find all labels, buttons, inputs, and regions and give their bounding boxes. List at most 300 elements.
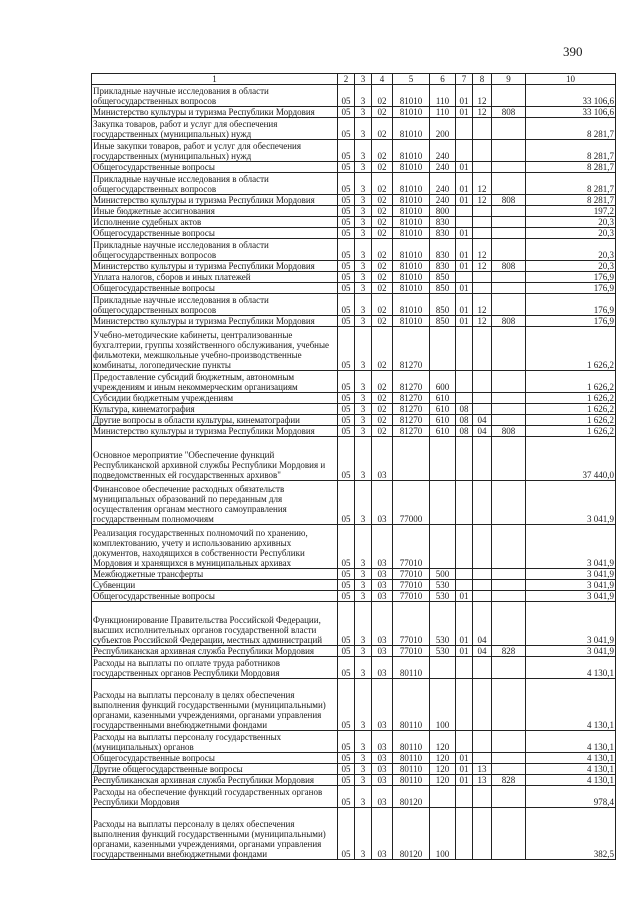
table-row: [92, 404, 616, 415]
cell-code-8: 12: [473, 173, 492, 195]
cell-code-4: 02: [372, 261, 393, 272]
cell-code-9: [492, 294, 526, 316]
row-amount: 3 041,9: [526, 569, 616, 580]
cell-code-2: 05: [338, 437, 355, 481]
row-amount: 4 130,1: [526, 731, 616, 753]
cell-code-7: 01: [456, 316, 473, 327]
cell-code-8: [473, 118, 492, 140]
cell-code-4: 02: [372, 316, 393, 327]
cell-code-9: 828: [492, 646, 526, 657]
cell-code-8: 12: [473, 294, 492, 316]
row-amount: 3 041,9: [526, 646, 616, 657]
row-name: Реализация государственных полномочий по хранению, комплектованию, учету и использованию архивных документов, находящихся в собственности Республики Мордовия и хранящихся в муниципальных архивах: [92, 525, 338, 569]
cell-code-3: 3: [355, 272, 372, 283]
cell-code-3: 3: [355, 393, 372, 404]
cell-code-3: 3: [355, 481, 372, 525]
table-row: [92, 753, 616, 764]
cell-code-8: [473, 657, 492, 679]
cell-code-4: 02: [372, 173, 393, 195]
row-name: Расходы на выплаты персоналу государственных (муниципальных) органов: [92, 731, 338, 753]
table-row: [92, 327, 616, 371]
table-row: [92, 162, 616, 173]
cell-code-2: 05: [338, 327, 355, 371]
cell-code-3: 3: [355, 580, 372, 591]
cell-code-4: 02: [372, 228, 393, 239]
row-name: Республиканская архивная служба Республики Мордовия: [92, 646, 338, 657]
cell-code-5: 81010: [393, 228, 430, 239]
cell-code-6: 610: [430, 393, 456, 404]
row-amount: 8 281,7: [526, 162, 616, 173]
column-header: 5: [393, 74, 430, 85]
cell-code-8: 13: [473, 764, 492, 775]
cell-code-5: 80110: [393, 679, 430, 731]
row-name: Общегосударственные вопросы: [92, 753, 338, 764]
cell-code-7: [456, 580, 473, 591]
cell-code-9: [492, 327, 526, 371]
row-name: Министерство культуры и туризма Республики Мордовия: [92, 195, 338, 206]
row-amount: 978,4: [526, 786, 616, 808]
cell-code-8: [473, 228, 492, 239]
table-row: [92, 602, 616, 646]
cell-code-8: 12: [473, 239, 492, 261]
cell-code-2: 05: [338, 118, 355, 140]
table-row: [92, 481, 616, 525]
table-row: [92, 228, 616, 239]
cell-code-2: 05: [338, 107, 355, 118]
cell-code-8: [473, 217, 492, 228]
cell-code-6: 120: [430, 731, 456, 753]
cell-code-8: [473, 393, 492, 404]
cell-code-2: 05: [338, 764, 355, 775]
row-name: Министерство культуры и туризма Республики Мордовия: [92, 261, 338, 272]
cell-code-7: 01: [456, 162, 473, 173]
cell-code-6: [430, 657, 456, 679]
table-row: [92, 371, 616, 393]
row-amount: 1 626,2: [526, 404, 616, 415]
cell-code-6: 610: [430, 415, 456, 426]
table-row: [92, 294, 616, 316]
cell-code-6: 830: [430, 217, 456, 228]
row-amount: 20,3: [526, 239, 616, 261]
cell-code-7: [456, 140, 473, 162]
cell-code-5: 81010: [393, 261, 430, 272]
cell-code-6: [430, 525, 456, 569]
cell-code-2: 05: [338, 569, 355, 580]
cell-code-4: 03: [372, 679, 393, 731]
cell-code-7: 01: [456, 173, 473, 195]
table-row: [92, 657, 616, 679]
cell-code-5: 81010: [393, 85, 430, 107]
row-amount: 4 130,1: [526, 764, 616, 775]
cell-code-9: [492, 437, 526, 481]
cell-code-3: 3: [355, 118, 372, 140]
cell-code-5: 81270: [393, 426, 430, 437]
cell-code-9: [492, 569, 526, 580]
cell-code-2: 05: [338, 679, 355, 731]
cell-code-4: 03: [372, 437, 393, 481]
cell-code-3: 3: [355, 786, 372, 808]
row-amount: 3 041,9: [526, 602, 616, 646]
cell-code-5: 81010: [393, 206, 430, 217]
row-name: Финансовое обеспечение расходных обязательств муниципальных образований по переданным для осуществления органам местного самоуправления государственным полномочиям: [92, 481, 338, 525]
cell-code-4: 02: [372, 162, 393, 173]
table-row: [92, 426, 616, 437]
cell-code-6: 530: [430, 591, 456, 602]
cell-code-8: 12: [473, 261, 492, 272]
cell-code-2: 05: [338, 602, 355, 646]
row-name: Министерство культуры и туризма Республики Мордовия: [92, 426, 338, 437]
cell-code-5: 80120: [393, 808, 430, 860]
cell-code-8: [473, 481, 492, 525]
table-row: [92, 679, 616, 731]
cell-code-6: 600: [430, 371, 456, 393]
cell-code-3: 3: [355, 228, 372, 239]
cell-code-6: [430, 481, 456, 525]
cell-code-4: 02: [372, 107, 393, 118]
cell-code-8: [473, 283, 492, 294]
cell-code-7: 01: [456, 294, 473, 316]
cell-code-8: [473, 371, 492, 393]
cell-code-9: [492, 731, 526, 753]
cell-code-3: 3: [355, 437, 372, 481]
row-amount: 1 626,2: [526, 327, 616, 371]
cell-code-5: 81270: [393, 327, 430, 371]
row-name: Расходы на выплаты персоналу в целях обеспечения выполнения функций государственными (муниципальными) органами, казенными учреждениями, органами управления государственными внебюджетными фондами: [92, 808, 338, 860]
cell-code-7: [456, 371, 473, 393]
row-name: Прикладные научные исследования в области общегосударственных вопросов: [92, 239, 338, 261]
row-name: Республиканская архивная служба Республики Мордовия: [92, 775, 338, 786]
cell-code-2: 05: [338, 316, 355, 327]
row-amount: 8 281,7: [526, 195, 616, 206]
cell-code-7: 01: [456, 646, 473, 657]
cell-code-9: [492, 602, 526, 646]
cell-code-5: 80110: [393, 731, 430, 753]
cell-code-6: [430, 786, 456, 808]
cell-code-8: 04: [473, 426, 492, 437]
cell-code-5: 81270: [393, 415, 430, 426]
cell-code-9: [492, 85, 526, 107]
cell-code-7: [456, 808, 473, 860]
row-amount: 3 041,9: [526, 525, 616, 569]
cell-code-3: 3: [355, 316, 372, 327]
table-row: [92, 261, 616, 272]
cell-code-5: 81010: [393, 316, 430, 327]
cell-code-7: 01: [456, 764, 473, 775]
cell-code-8: [473, 569, 492, 580]
cell-code-2: 05: [338, 173, 355, 195]
cell-code-8: [473, 808, 492, 860]
cell-code-3: 3: [355, 107, 372, 118]
row-amount: 4 130,1: [526, 753, 616, 764]
cell-code-6: [430, 437, 456, 481]
cell-code-7: 01: [456, 85, 473, 107]
cell-code-7: 01: [456, 239, 473, 261]
cell-code-2: 05: [338, 140, 355, 162]
column-header: 1: [92, 74, 338, 85]
cell-code-6: 530: [430, 580, 456, 591]
cell-code-6: 120: [430, 764, 456, 775]
cell-code-6: 240: [430, 162, 456, 173]
cell-code-9: 808: [492, 426, 526, 437]
row-name: Расходы на выплаты персоналу в целях обеспечения выполнения функций государственными (муниципальными) органами, казенными учреждениями, органами управления государственными внебюджетными фондами: [92, 679, 338, 731]
cell-code-4: 02: [372, 272, 393, 283]
cell-code-4: 03: [372, 481, 393, 525]
row-name: Субвенции: [92, 580, 338, 591]
cell-code-8: 12: [473, 85, 492, 107]
table-row: [92, 118, 616, 140]
row-name: Межбюджетные трансферты: [92, 569, 338, 580]
cell-code-6: 240: [430, 140, 456, 162]
cell-code-9: [492, 118, 526, 140]
cell-code-9: [492, 393, 526, 404]
row-amount: 1 626,2: [526, 393, 616, 404]
cell-code-2: 05: [338, 261, 355, 272]
cell-code-3: 3: [355, 261, 372, 272]
cell-code-3: 3: [355, 371, 372, 393]
cell-code-4: 03: [372, 657, 393, 679]
cell-code-9: [492, 228, 526, 239]
table-row: [92, 775, 616, 786]
column-header: 6: [430, 74, 456, 85]
cell-code-5: 77010: [393, 580, 430, 591]
cell-code-7: 01: [456, 107, 473, 118]
cell-code-2: 05: [338, 195, 355, 206]
cell-code-3: 3: [355, 239, 372, 261]
row-amount: 382,5: [526, 808, 616, 860]
row-name: Прикладные научные исследования в области общегосударственных вопросов: [92, 173, 338, 195]
cell-code-4: 03: [372, 580, 393, 591]
cell-code-9: [492, 173, 526, 195]
table-row: [92, 786, 616, 808]
cell-code-2: 05: [338, 525, 355, 569]
cell-code-9: [492, 140, 526, 162]
cell-code-7: [456, 272, 473, 283]
cell-code-3: 3: [355, 217, 372, 228]
row-amount: 33 106,6: [526, 107, 616, 118]
cell-code-2: 05: [338, 294, 355, 316]
cell-code-4: 02: [372, 426, 393, 437]
cell-code-2: 05: [338, 239, 355, 261]
cell-code-5: 81010: [393, 195, 430, 206]
row-amount: 37 440,0: [526, 437, 616, 481]
table-row: [92, 206, 616, 217]
cell-code-7: 01: [456, 195, 473, 206]
cell-code-5: 81270: [393, 393, 430, 404]
row-name: Субсидии бюджетным учреждениям: [92, 393, 338, 404]
cell-code-9: [492, 217, 526, 228]
cell-code-2: 05: [338, 206, 355, 217]
cell-code-8: [473, 753, 492, 764]
cell-code-6: 500: [430, 569, 456, 580]
cell-code-4: 02: [372, 371, 393, 393]
cell-code-5: 81010: [393, 173, 430, 195]
cell-code-2: 05: [338, 426, 355, 437]
cell-code-9: 808: [492, 107, 526, 118]
cell-code-3: 3: [355, 140, 372, 162]
table-row: [92, 591, 616, 602]
cell-code-5: 81270: [393, 404, 430, 415]
cell-code-7: 08: [456, 404, 473, 415]
cell-code-4: 03: [372, 569, 393, 580]
cell-code-8: 12: [473, 316, 492, 327]
table-row: [92, 525, 616, 569]
cell-code-5: 77000: [393, 481, 430, 525]
cell-code-3: 3: [355, 283, 372, 294]
row-name: Иные бюджетные ассигнования: [92, 206, 338, 217]
cell-code-7: 01: [456, 591, 473, 602]
table-row: [92, 85, 616, 107]
cell-code-6: 830: [430, 261, 456, 272]
cell-code-4: 02: [372, 217, 393, 228]
cell-code-5: 81010: [393, 118, 430, 140]
cell-code-5: 81010: [393, 140, 430, 162]
cell-code-5: 81010: [393, 272, 430, 283]
table-row: [92, 140, 616, 162]
row-name: Прикладные научные исследования в области общегосударственных вопросов: [92, 294, 338, 316]
cell-code-7: 08: [456, 415, 473, 426]
cell-code-3: 3: [355, 775, 372, 786]
cell-code-5: 77010: [393, 591, 430, 602]
cell-code-3: 3: [355, 764, 372, 775]
cell-code-3: 3: [355, 602, 372, 646]
cell-code-3: 3: [355, 657, 372, 679]
column-header: 9: [492, 74, 526, 85]
cell-code-7: 01: [456, 753, 473, 764]
cell-code-9: 808: [492, 316, 526, 327]
cell-code-4: 03: [372, 731, 393, 753]
cell-code-3: 3: [355, 415, 372, 426]
cell-code-6: 830: [430, 228, 456, 239]
cell-code-7: [456, 525, 473, 569]
row-amount: 176,9: [526, 272, 616, 283]
cell-code-9: 828: [492, 775, 526, 786]
cell-code-3: 3: [355, 85, 372, 107]
cell-code-4: 03: [372, 591, 393, 602]
cell-code-2: 05: [338, 162, 355, 173]
cell-code-5: 81010: [393, 107, 430, 118]
row-name: Министерство культуры и туризма Республики Мордовия: [92, 107, 338, 118]
cell-code-6: 240: [430, 195, 456, 206]
cell-code-5: 81010: [393, 217, 430, 228]
cell-code-7: [456, 393, 473, 404]
table-row: [92, 173, 616, 195]
cell-code-2: 05: [338, 85, 355, 107]
cell-code-7: [456, 657, 473, 679]
cell-code-5: 80120: [393, 786, 430, 808]
cell-code-2: 05: [338, 283, 355, 294]
row-name: Общегосударственные вопросы: [92, 591, 338, 602]
cell-code-9: [492, 808, 526, 860]
cell-code-8: [473, 272, 492, 283]
cell-code-7: 01: [456, 775, 473, 786]
cell-code-2: 05: [338, 217, 355, 228]
cell-code-4: 03: [372, 753, 393, 764]
cell-code-5: 81270: [393, 371, 430, 393]
cell-code-5: 81010: [393, 294, 430, 316]
row-amount: 20,3: [526, 228, 616, 239]
row-name: Общегосударственные вопросы: [92, 228, 338, 239]
table-row: [92, 437, 616, 481]
budget-table: [91, 73, 616, 860]
cell-code-3: 3: [355, 525, 372, 569]
cell-code-9: [492, 786, 526, 808]
column-header: 7: [456, 74, 473, 85]
column-header: 3: [355, 74, 372, 85]
cell-code-4: 02: [372, 327, 393, 371]
cell-code-3: 3: [355, 426, 372, 437]
table-row: [92, 217, 616, 228]
cell-code-2: 05: [338, 657, 355, 679]
row-name: Министерство культуры и туризма Республики Мордовия: [92, 316, 338, 327]
cell-code-7: 08: [456, 426, 473, 437]
row-amount: 3 041,9: [526, 481, 616, 525]
cell-code-4: 02: [372, 283, 393, 294]
cell-code-9: [492, 525, 526, 569]
cell-code-6: 120: [430, 775, 456, 786]
cell-code-8: [473, 404, 492, 415]
row-name: Уплата налогов, сборов и иных платежей: [92, 272, 338, 283]
column-header: 8: [473, 74, 492, 85]
cell-code-4: 03: [372, 602, 393, 646]
row-name: Исполнение судебных актов: [92, 217, 338, 228]
table-row: [92, 808, 616, 860]
cell-code-4: 03: [372, 786, 393, 808]
table-row: [92, 569, 616, 580]
cell-code-5: 81010: [393, 239, 430, 261]
cell-code-8: [473, 437, 492, 481]
cell-code-7: [456, 569, 473, 580]
cell-code-3: 3: [355, 753, 372, 764]
cell-code-8: 04: [473, 646, 492, 657]
cell-code-8: [473, 679, 492, 731]
cell-code-6: 530: [430, 602, 456, 646]
cell-code-6: 100: [430, 808, 456, 860]
row-name: Функционирование Правительства Российской Федерации, высших исполнительных органов государственной власти субъектов Российской Федерации, местных администраций: [92, 602, 338, 646]
cell-code-2: 05: [338, 731, 355, 753]
cell-code-6: 850: [430, 294, 456, 316]
row-name: Общегосударственные вопросы: [92, 283, 338, 294]
cell-code-6: 610: [430, 404, 456, 415]
cell-code-6: 610: [430, 426, 456, 437]
cell-code-7: [456, 206, 473, 217]
cell-code-5: [393, 437, 430, 481]
row-name: Культура, кинематография: [92, 404, 338, 415]
cell-code-9: [492, 753, 526, 764]
cell-code-8: 12: [473, 195, 492, 206]
table-header-row: [92, 74, 616, 85]
cell-code-7: 01: [456, 602, 473, 646]
row-amount: 3 041,9: [526, 591, 616, 602]
cell-code-3: 3: [355, 327, 372, 371]
cell-code-9: [492, 206, 526, 217]
cell-code-7: 01: [456, 228, 473, 239]
cell-code-5: 80110: [393, 775, 430, 786]
cell-code-2: 05: [338, 228, 355, 239]
cell-code-2: 05: [338, 481, 355, 525]
table-row: [92, 283, 616, 294]
cell-code-5: 80110: [393, 764, 430, 775]
cell-code-8: [473, 140, 492, 162]
cell-code-2: 05: [338, 404, 355, 415]
cell-code-9: [492, 404, 526, 415]
cell-code-9: [492, 415, 526, 426]
row-amount: 4 130,1: [526, 775, 616, 786]
cell-code-2: 05: [338, 415, 355, 426]
table-row: [92, 764, 616, 775]
cell-code-5: 77010: [393, 569, 430, 580]
table-row: [92, 393, 616, 404]
cell-code-9: [492, 162, 526, 173]
